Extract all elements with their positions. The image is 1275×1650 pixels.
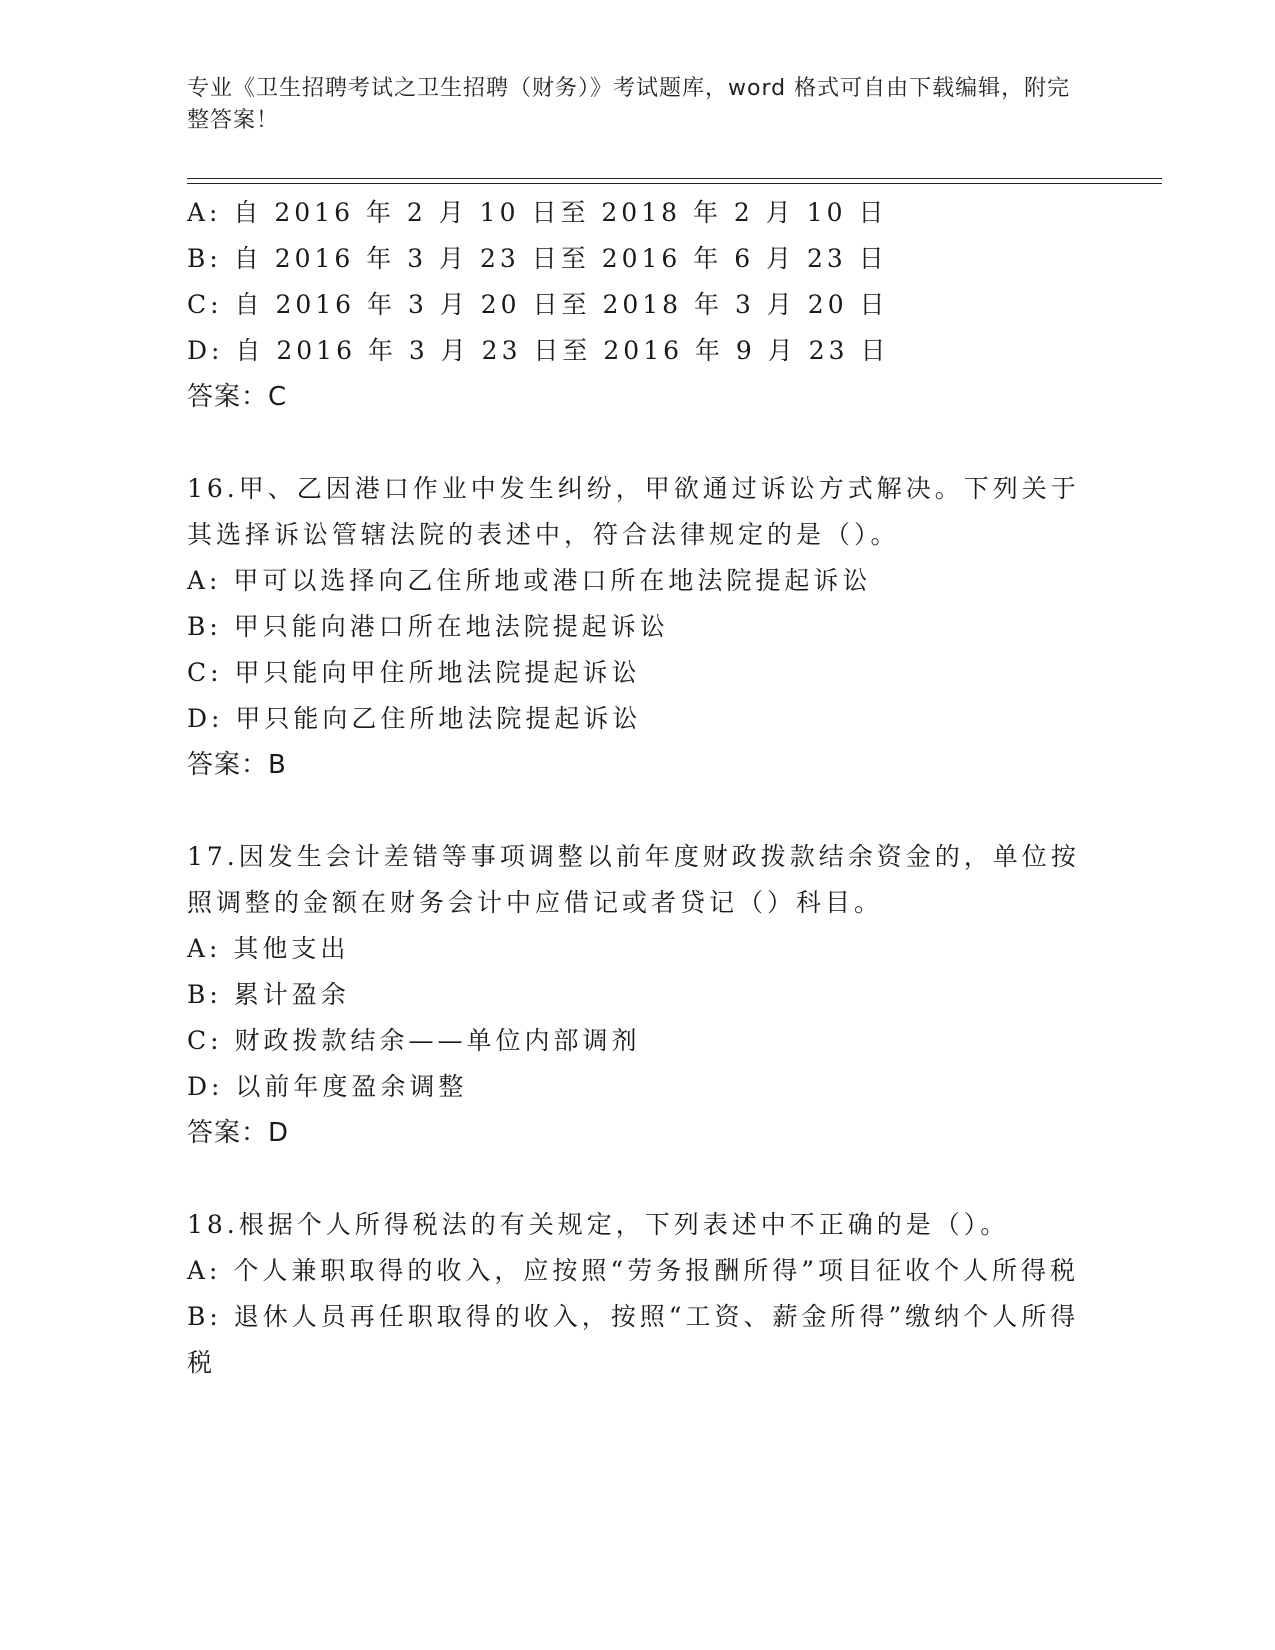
spacer [187,420,1087,466]
option-a: A: 甲可以选择向乙住所地或港口所在地法院提起诉讼 [187,566,872,595]
question-17 [187,834,1087,1156]
option-b: B: 退休人员再任职取得的收入，按照“工资、薪金所得”缴纳个人所得税 [187,1302,1080,1377]
option-d: D: 甲只能向乙住所地法院提起诉讼 [187,704,642,733]
option-b: B: 累计盈余 [187,980,350,1009]
document-body [187,190,1087,1386]
spacer [187,1156,1087,1202]
question-16 [187,466,1087,788]
question-15 [187,190,1087,420]
answer: 答案：B [187,750,287,780]
spacer [187,788,1087,834]
option-b: B: 甲只能向港口所在地法院提起诉讼 [187,612,669,641]
question-text: 18.根据个人所得税法的有关规定，下列表述中不正确的是（）。 [187,1210,1010,1239]
option-a: A: 其他支出 [187,934,350,963]
option-c: C: 财政拨款结余——单位内部调剂 [187,1026,641,1055]
document-header: 专业《卫生招聘考试之卫生招聘（财务）》考试题库，word 格式可自由下载编辑，附完整答案！ [187,76,1071,133]
option-d: D: 以前年度盈余调整 [187,1072,468,1101]
answer: 答案：D [187,1118,290,1148]
option-b: B: 自 2016 年 3 月 23 日至 2016 年 6 月 23 日 [187,244,888,273]
question-text: 16.甲、乙因港口作业中发生纠纷，甲欲通过诉讼方式解决。下列关于其选择诉讼管辖法院的表述中，符合法律规定的是（）。 [187,474,1080,549]
option-c: C: 甲只能向甲住所地法院提起诉讼 [187,658,641,687]
option-c: C: 自 2016 年 3 月 20 日至 2018 年 3 月 20 日 [187,290,889,319]
header-rule-top [187,178,1162,179]
question-text: 17.因发生会计差错等事项调整以前年度财政拨款结余资金的，单位按照调整的金额在财务会计中应借记或者贷记（）科目。 [187,842,1080,917]
answer: 答案：C [187,382,288,412]
question-18 [187,1202,1087,1386]
option-d: D: 自 2016 年 3 月 23 日至 2016 年 9 月 23 日 [187,336,890,365]
option-a: A: 自 2016 年 2 月 10 日至 2018 年 2 月 10 日 [187,198,888,227]
header-rule-bottom [187,183,1162,184]
option-a: A: 个人兼职取得的收入，应按照“劳务报酬所得”项目征收个人所得税 [187,1256,1079,1285]
